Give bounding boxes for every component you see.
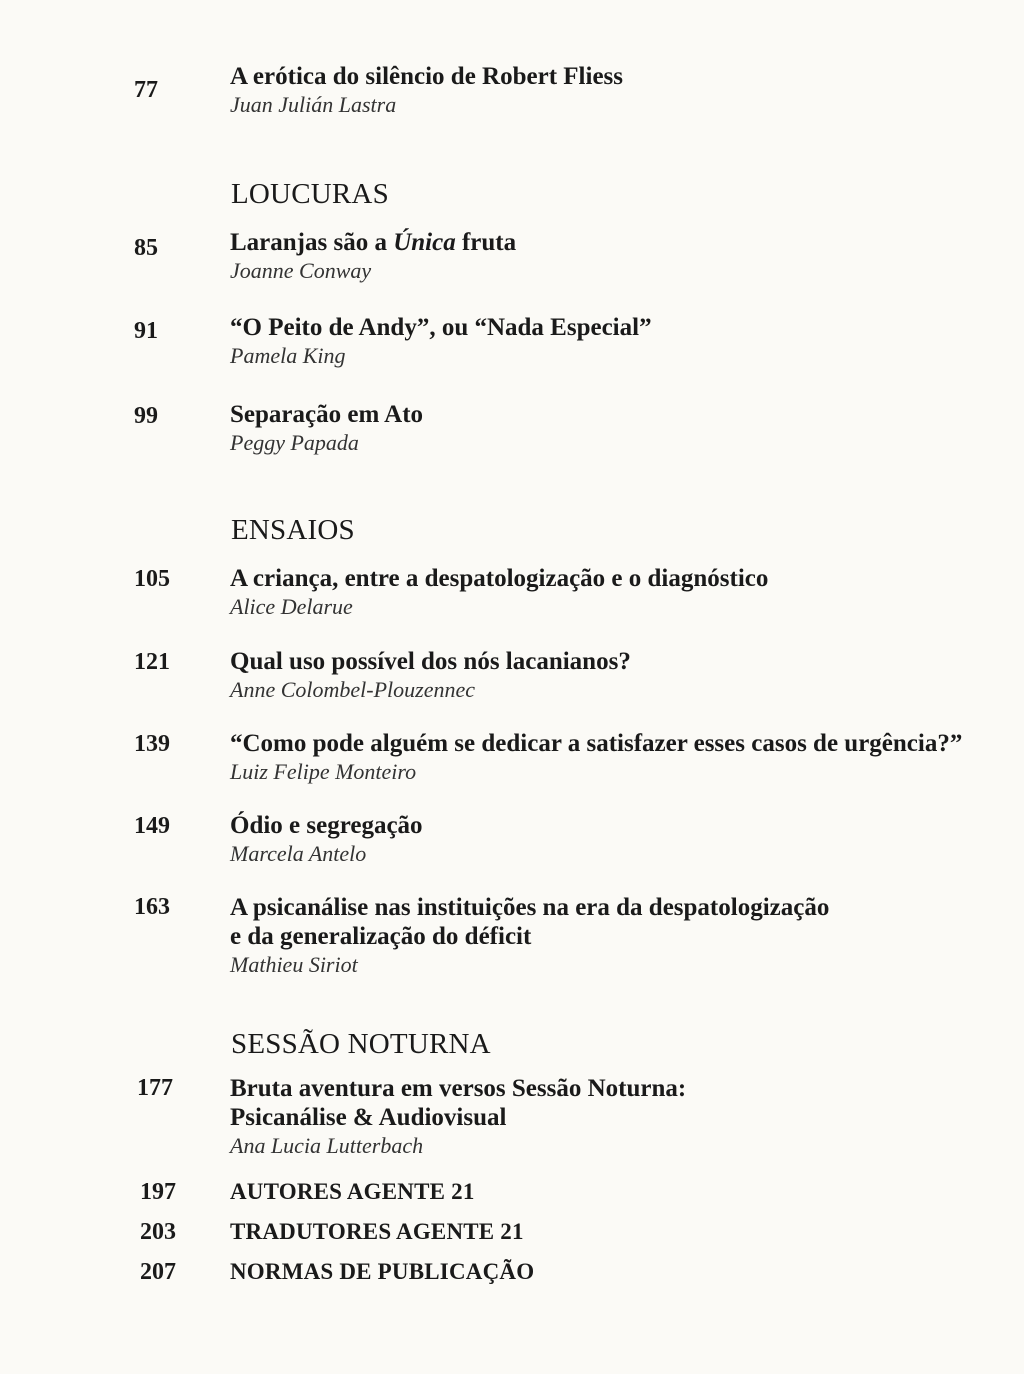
entry-text — [230, 1258, 990, 1286]
entry-title: A criança, entre a despatologização e o diagnóstico — [230, 565, 769, 592]
page-number: 207 — [140, 1259, 176, 1285]
page-number: 197 — [140, 1179, 176, 1205]
entry-title: Ódio e segregação — [230, 812, 423, 839]
entry-title: “O Peito de Andy”, ou “Nada Especial” — [230, 314, 652, 341]
entry-text — [230, 811, 990, 867]
page-number: 121 — [134, 649, 170, 675]
entry-author: Anne Colombel-Plouzennec — [230, 677, 475, 702]
page-number: 163 — [134, 894, 170, 920]
page-number: 85 — [134, 235, 158, 261]
entry-author: Ana Lucia Lutterbach — [230, 1133, 424, 1158]
page-number: 99 — [134, 403, 158, 429]
entry-author: Peggy Papada — [230, 430, 359, 455]
title-emphasis: Única — [393, 229, 456, 256]
entry-title: NORMAS DE PUBLICAÇÃO — [230, 1259, 535, 1284]
entry-text — [230, 647, 990, 703]
entry-text — [230, 893, 990, 978]
entry-text — [230, 729, 990, 785]
entry-title: Separação em Ato — [230, 401, 424, 428]
title-part: fruta — [455, 229, 517, 256]
entry-text — [230, 564, 990, 620]
title-part: Laranjas são a — [230, 229, 394, 256]
entry-text — [230, 228, 990, 284]
title-line: e da generalização do déficit — [230, 923, 532, 950]
entry-author: Pamela King — [230, 343, 346, 368]
entry-title: TRADUTORES AGENTE 21 — [230, 1219, 524, 1244]
entry-author: Alice Delarue — [230, 594, 353, 619]
entry-text — [230, 1074, 990, 1159]
page-number: 203 — [140, 1219, 176, 1245]
entry-author: Luiz Felipe Monteiro — [230, 759, 417, 784]
page-number: 149 — [134, 813, 170, 839]
section-heading-sessao-noturna: SESSÃO NOTURNA — [231, 1028, 491, 1060]
section-heading-loucuras: LOUCURAS — [231, 178, 389, 210]
page-number: 77 — [134, 77, 158, 103]
entry-title: Qual uso possível dos nós lacanianos? — [230, 648, 631, 675]
entry-author: Juan Julián Lastra — [230, 92, 397, 117]
title-line: Psicanálise & Audiovisual — [230, 1104, 507, 1131]
entry-title — [230, 893, 990, 951]
entry-author: Marcela Antelo — [230, 841, 367, 866]
entry-author: Joanne Conway — [230, 258, 372, 283]
entry-title — [230, 1074, 990, 1132]
section-heading-ensaios: ENSAIOS — [231, 514, 355, 546]
page-number: 91 — [134, 318, 158, 344]
entry-text — [230, 62, 990, 118]
entry-title: AUTORES AGENTE 21 — [230, 1179, 475, 1204]
entry-title: A erótica do silêncio de Robert Fliess — [230, 63, 623, 90]
page-number: 139 — [134, 731, 170, 757]
entry-text — [230, 400, 990, 456]
entry-text — [230, 1178, 990, 1206]
page-number: 177 — [137, 1075, 173, 1101]
entry-text — [230, 1218, 990, 1246]
title-line: A psicanálise nas instituições na era da despatologização — [230, 894, 830, 921]
title-line: Bruta aventura em versos Sessão Noturna: — [230, 1075, 687, 1102]
entry-text — [230, 313, 990, 369]
entry-author: Mathieu Siriot — [230, 952, 358, 977]
entry-title — [230, 228, 990, 257]
page-number: 105 — [134, 566, 170, 592]
entry-title: “Como pode alguém se dedicar a satisfazer esses casos de urgência?” — [230, 730, 963, 757]
